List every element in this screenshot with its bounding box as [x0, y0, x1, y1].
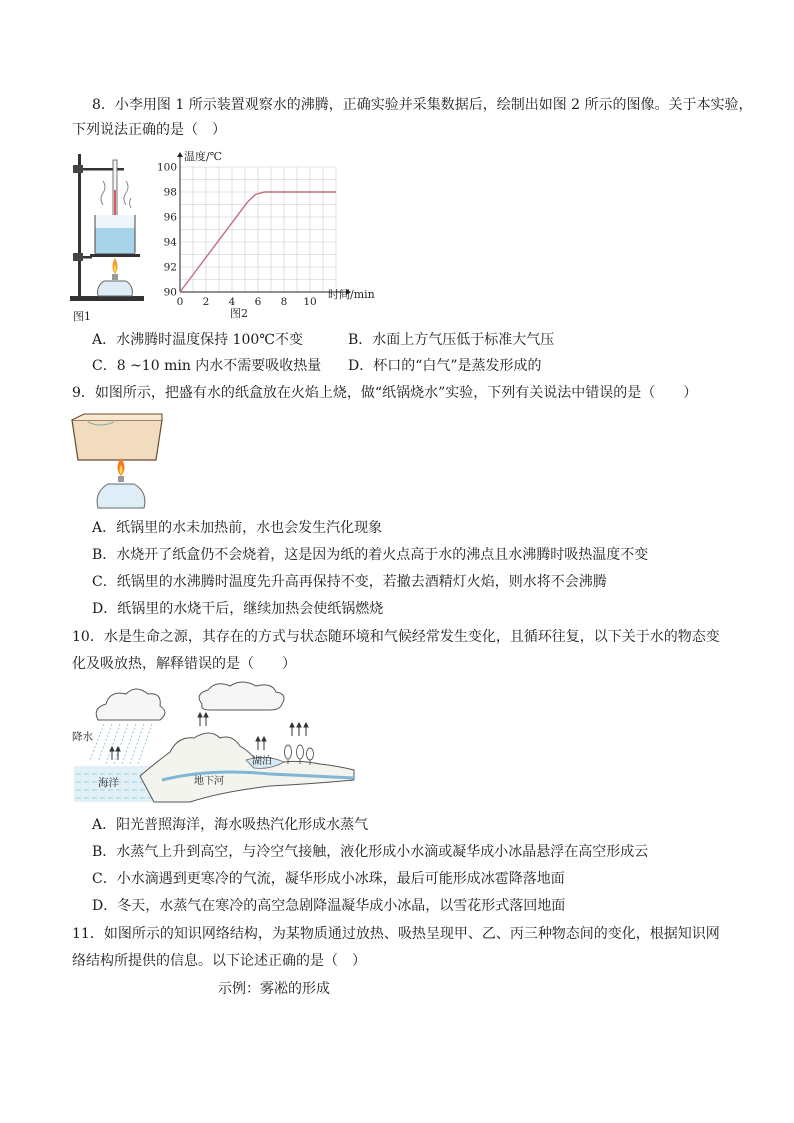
q11-stem-line1: 11．如图所示的知识网络结构，为某物质通过放热、吸热呈现甲、乙、丙三种物态间的变化，根据知识网 — [72, 926, 720, 942]
y-tick-label: 94 — [163, 236, 177, 249]
paper-box — [72, 420, 162, 460]
alcohol-lamp — [97, 484, 145, 508]
q10-option-d: D．冬天，水蒸气在寒冷的高空急剧降温凝华成小冰晶，以雪花形式落回地面 — [92, 898, 566, 914]
q8-stem-line2: 下列说法正确的是（ ） — [72, 122, 226, 138]
x-tick-label: 6 — [254, 296, 262, 308]
fig2-label: 图2 — [230, 307, 248, 320]
q8-stem-line1: 8．小李用图 1 所示装置观察水的沸腾，正确实验并采集数据后，绘制出如图 2 所示的图像。关于本实验， — [92, 97, 753, 113]
x-tick-label: 10 — [303, 296, 317, 308]
x-tick-label: 8 — [280, 296, 288, 308]
q9-option-c: C．纸锅里的水沸腾时温度先升高再保持不变，若撤去酒精灯火焰，则水将不会沸腾 — [92, 574, 607, 590]
q11-example: 示例：雾凇的形成 — [218, 981, 330, 997]
chart-ylabel: 温度/℃ — [184, 150, 223, 163]
water-cycle-figure — [70, 680, 360, 810]
label-lake: 湖泊 — [252, 756, 272, 767]
temperature-time-chart — [150, 145, 385, 325]
q8-option-c: C．8 ~10 min 内水不需要吸收热量 — [92, 358, 322, 374]
fig1-label: 图1 — [73, 310, 91, 323]
y-tick-label: 96 — [163, 211, 177, 224]
y-tick-label: 100 — [156, 161, 177, 174]
rain-cloud — [96, 689, 165, 720]
chart-ticks — [157, 162, 317, 309]
chart-axes — [177, 152, 351, 295]
stand-pole — [78, 154, 81, 298]
x-tick-label: 0 — [176, 296, 184, 308]
label-rain: 降水 — [72, 731, 93, 743]
land — [140, 733, 354, 802]
q8-option-a: A．水沸腾时温度保持 100℃不变 — [92, 332, 303, 348]
chart-grid — [180, 167, 336, 292]
q10-stem-line1: 10．水是生命之源，其存在的方式与状态随环境和气候经常发生变化，且循环往复，以下关于水的物态变 — [72, 629, 720, 645]
q10-option-b: B．水蒸气上升到高空，与冷空气接触，液化形成小水滴或凝华成小冰晶悬浮在高空形成云 — [92, 844, 649, 860]
label-underground-river: 地下河 — [194, 776, 224, 787]
boiling-apparatus-figure — [68, 150, 150, 325]
y-tick-label: 92 — [163, 261, 177, 274]
q9-option-d: D．纸锅里的水烧干后，继续加热会使纸锅燃烧 — [92, 601, 384, 617]
y-tick-label: 98 — [163, 186, 177, 199]
q9-option-a: A．纸锅里的水未加热前，水也会发生汽化现象 — [92, 520, 383, 536]
cloud — [199, 682, 284, 710]
q10-stem-line2: 化及吸放热，解释错误的是（ ） — [72, 656, 296, 672]
x-tick-label: 4 — [228, 296, 236, 308]
q8-option-b: B．水面上方气压低于标准大气压 — [348, 332, 555, 348]
label-ocean: 海洋 — [98, 777, 119, 789]
paper-pot-figure — [70, 412, 166, 512]
q11-stem-line2: 络结构所提供的信息。以下论述正确的是（ ） — [72, 953, 366, 969]
rain — [90, 724, 152, 764]
stand-base — [70, 296, 144, 301]
x-tick-label: 2 — [202, 296, 210, 308]
q10-option-a: A．阳光普照海洋，海水吸热汽化形成水蒸气 — [92, 817, 369, 833]
q9-option-b: B．水烧开了纸盒仍不会烧着，这是因为纸的着火点高于水的沸点且水沸腾时吸热温度不变 — [92, 547, 649, 563]
q9-stem: 9．如图所示，把盛有水的纸盒放在火焰上烧，做“纸锅烧水”实验，下列有关说法中错误的是（ ） — [72, 385, 698, 401]
y-tick-label: 90 — [163, 286, 177, 299]
q10-option-c: C．小水滴遇到更寒冷的气流，凝华形成小冰珠，最后可能形成冰雹降落地面 — [92, 871, 565, 887]
q8-option-d: D．杯口的“白气”是蒸发形成的 — [348, 358, 542, 374]
chart-xlabel: 时间/min — [328, 288, 375, 301]
alcohol-lamp — [98, 281, 133, 296]
y-axis-arrow — [177, 152, 183, 157]
